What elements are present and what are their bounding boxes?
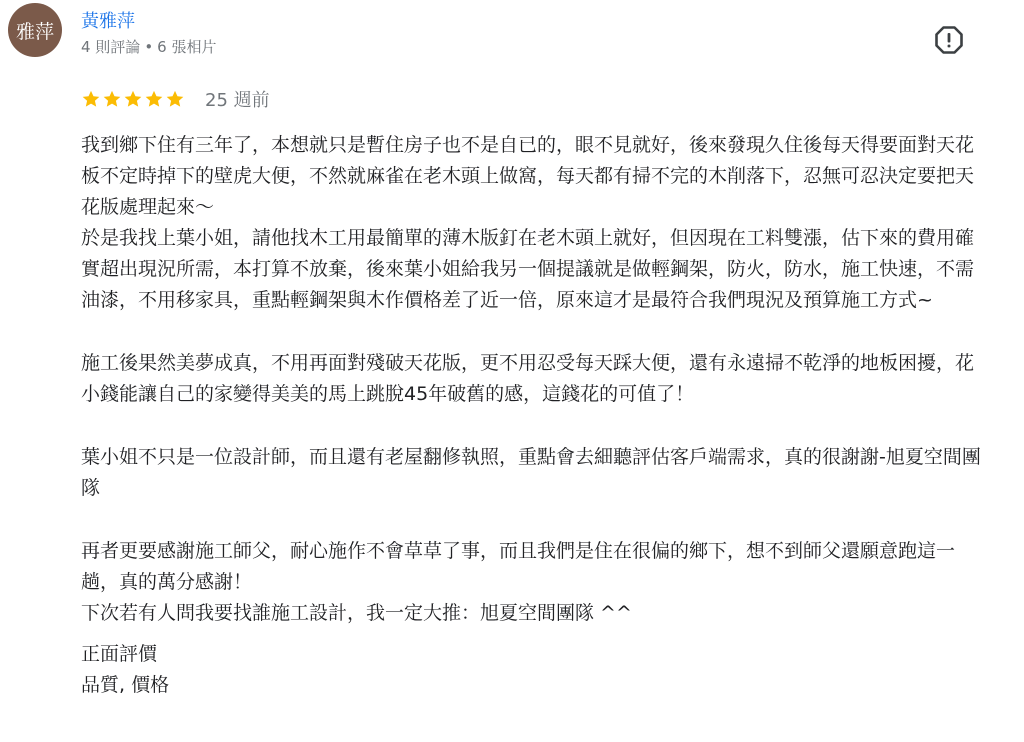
review-paragraph: 我到鄉下住有三年了，本想就只是暫住房子也不是自已的，眼不見就好，後來發現久住後每天得要面對天花板不定時掉下的壁虎大便，不然就麻雀在老木頭上做窩，每天都有掃不完的木削落下，忍無可忍決定要把天花版處理起來～	[81, 134, 975, 218]
review-paragraph: 再者更要感謝施工師父，耐心施作不會草草了事，而且我們是住在很偏的鄉下，想不到師父還願意跑這一趟，真的萬分感謝！	[81, 540, 956, 593]
star-icon	[165, 89, 185, 109]
review-count: 4 則評論	[81, 38, 141, 56]
review-paragraph: 施工後果然美夢成真，不用再面對殘破天花版，更不用忍受每天踩大便，還有永遠掃不乾淨的地板困擾，花小錢能讓自己的家變得美美的馬上跳脫45年破舊的感，這錢花的可值了！	[81, 352, 975, 405]
review-text	[81, 130, 981, 701]
rating-row	[81, 85, 270, 113]
review-attribute-title: 正面評價	[81, 643, 158, 665]
review-paragraph: 於是我找上葉小姐，請他找木工用最簡單的薄木版釘在老木頭上就好，但因現在工料雙漲，估下來的費用確實超出現況所需，本打算不放棄，後來葉小姐給我另一個提議就是做輕鋼架，防火，防水，施工快速，不需油漆，不用移家具，重點輕鋼架與木作價格差了近一倍，原來這才是最符合我們現況及預算施工方式~	[81, 227, 975, 311]
reviewer-meta	[81, 36, 216, 57]
reviewer-name[interactable]: 黃雅萍	[81, 11, 135, 32]
reviewer-avatar[interactable]: 雅萍	[8, 3, 62, 57]
report-flag-icon	[934, 25, 964, 55]
review-attribute-values: 品質, 價格	[81, 674, 170, 696]
meta-separator: •	[144, 38, 154, 56]
star-icon	[144, 89, 164, 109]
review-paragraph: 葉小姐不只是一位設計師，而且還有老屋翻修執照，重點會去細聽評估客戶端需求，真的很謝謝-旭夏空間團隊	[81, 446, 981, 499]
star-icon	[123, 89, 143, 109]
star-icon	[81, 89, 101, 109]
star-icon	[102, 89, 122, 109]
star-rating	[81, 89, 185, 109]
photo-count: 6 張相片	[157, 38, 217, 56]
review-paragraph: 下次若有人問我要找誰施工設計，我一定大推：旭夏空間團隊 ^^	[81, 602, 632, 624]
report-review-button[interactable]	[934, 25, 964, 55]
review-time: 25 週前	[205, 90, 270, 111]
